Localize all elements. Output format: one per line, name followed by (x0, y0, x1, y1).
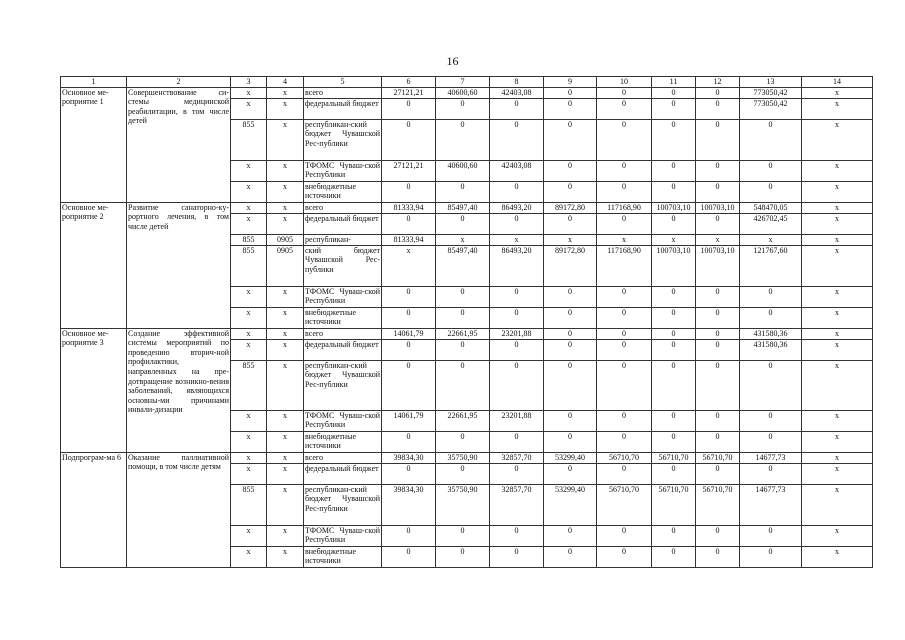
grbs-code-cell: x (231, 431, 267, 452)
value-cell: 0 (436, 119, 490, 160)
header-cell-7: 7 (436, 77, 490, 88)
value-cell: x (740, 234, 802, 245)
funding-source-cell: ский бюджет Чувашской Рес-публики (304, 245, 382, 286)
value-cell: 14677,73 (740, 452, 802, 463)
value-cell: 0 (652, 119, 696, 160)
value-cell: 0 (490, 213, 544, 234)
value-cell: 0 (490, 286, 544, 307)
table-row (61, 202, 873, 213)
value-cell: 0 (544, 307, 597, 328)
value-cell: 0 (740, 360, 802, 410)
value-cell: 0 (544, 463, 597, 484)
header-cell-13: 13 (740, 77, 802, 88)
header-cell-10: 10 (597, 77, 652, 88)
grbs-code-cell: x (231, 181, 267, 202)
section-code-cell: x (267, 286, 304, 307)
value-cell: 0 (652, 160, 696, 181)
value-cell: 0 (740, 546, 802, 567)
value-cell: 0 (696, 160, 740, 181)
value-cell: 0 (696, 410, 740, 431)
funding-source-cell: федеральный бюджет (304, 339, 382, 360)
section-code-cell: x (267, 119, 304, 160)
value-cell: 86493,20 (490, 202, 544, 213)
value-cell: 85497,40 (436, 202, 490, 213)
header-cell-12: 12 (696, 77, 740, 88)
value-cell: 14061,79 (382, 328, 436, 339)
value-cell: 0 (544, 431, 597, 452)
grbs-code-cell: x (231, 213, 267, 234)
value-cell: 0 (740, 160, 802, 181)
value-cell: 0 (652, 546, 696, 567)
value-cell: 0 (382, 463, 436, 484)
value-cell: 0 (652, 87, 696, 98)
value-cell: 0 (436, 98, 490, 119)
value-cell: x (802, 431, 873, 452)
grbs-code-cell: x (231, 328, 267, 339)
value-cell: 0 (696, 286, 740, 307)
value-cell: 56710,70 (652, 484, 696, 525)
value-cell: 0 (436, 546, 490, 567)
value-cell: 35750,90 (436, 484, 490, 525)
value-cell: 0 (544, 181, 597, 202)
value-cell: 0 (597, 463, 652, 484)
value-cell: 0 (597, 431, 652, 452)
grbs-code-cell: x (231, 307, 267, 328)
funding-source-cell: внебюджетные источники (304, 431, 382, 452)
value-cell: 0 (652, 339, 696, 360)
value-cell: 100703,10 (652, 202, 696, 213)
section-code-cell: 0905 (267, 234, 304, 245)
value-cell: x (802, 87, 873, 98)
program-description-cell: Оказание паллиативной помощи, в том числе детям (127, 452, 231, 567)
section-code-cell: x (267, 339, 304, 360)
grbs-code-cell: x (231, 87, 267, 98)
value-cell: 0 (544, 98, 597, 119)
section-code-cell: x (267, 452, 304, 463)
value-cell: 0 (544, 410, 597, 431)
value-cell: 0 (696, 119, 740, 160)
value-cell: 121767,60 (740, 245, 802, 286)
funding-source-cell: федеральный бюджет (304, 213, 382, 234)
funding-source-cell: внебюджетные источники (304, 546, 382, 567)
value-cell: 42403,08 (490, 160, 544, 181)
funding-source-cell: ТФОМС Чуваш-ской Республики (305, 286, 380, 306)
section-code-cell: x (267, 328, 304, 339)
value-cell: 0 (597, 546, 652, 567)
value-cell: 0 (544, 546, 597, 567)
value-cell: x (802, 286, 873, 307)
grbs-code-cell: 855 (231, 484, 267, 525)
value-cell: 0 (436, 431, 490, 452)
value-cell: 0 (696, 181, 740, 202)
header-cell-4: 4 (267, 77, 304, 88)
funding-source-cell: внебюджетные источники (304, 307, 382, 328)
funding-source-cell: федеральный бюджет (304, 463, 382, 484)
funding-source-cell: ТФОМС Чуваш-ской Республики (305, 410, 380, 430)
value-cell: 0 (544, 339, 597, 360)
value-cell: 40600,60 (436, 160, 490, 181)
value-cell: 0 (652, 463, 696, 484)
value-cell: 0 (652, 213, 696, 234)
value-cell: 0 (544, 286, 597, 307)
value-cell: 89172,80 (544, 202, 597, 213)
value-cell: x (802, 360, 873, 410)
value-cell: x (802, 181, 873, 202)
value-cell: 0 (490, 181, 544, 202)
grbs-code-cell: 855 (231, 119, 267, 160)
value-cell: 0 (740, 286, 802, 307)
value-cell: 35750,90 (436, 452, 490, 463)
value-cell: 0 (490, 360, 544, 410)
value-cell: 0 (382, 213, 436, 234)
table-row (61, 452, 873, 463)
value-cell: 0 (382, 525, 436, 546)
value-cell: 40600,60 (436, 87, 490, 98)
grbs-code-cell: x (231, 525, 267, 546)
program-name-cell: Основное ме-роприятие 2 (61, 202, 127, 328)
value-cell: 0 (544, 328, 597, 339)
value-cell: x (802, 452, 873, 463)
value-cell: 39834,30 (382, 484, 436, 525)
value-cell: 86493,20 (490, 245, 544, 286)
value-cell: 0 (436, 339, 490, 360)
value-cell: 0 (436, 463, 490, 484)
section-code-cell: x (267, 98, 304, 119)
section-code-cell: x (267, 463, 304, 484)
value-cell: 0 (382, 360, 436, 410)
value-cell: 22661,95 (436, 328, 490, 339)
value-cell: 0 (544, 360, 597, 410)
program-description-cell: Развитие санаторно-ку-рортного лечения, в том числе детей (127, 202, 231, 328)
value-cell: 0 (652, 431, 696, 452)
value-cell: 0 (652, 307, 696, 328)
funding-source-cell: федеральный бюджет (304, 98, 382, 119)
value-cell: 100703,10 (696, 202, 740, 213)
value-cell: 56710,70 (597, 452, 652, 463)
value-cell: 0 (597, 181, 652, 202)
value-cell: 0 (597, 87, 652, 98)
grbs-code-cell: x (231, 286, 267, 307)
value-cell: 0 (652, 98, 696, 119)
value-cell: 39834,30 (382, 452, 436, 463)
budget-body (61, 77, 873, 568)
value-cell: 0 (382, 119, 436, 160)
value-cell: x (802, 328, 873, 339)
value-cell: 0 (490, 546, 544, 567)
value-cell: 0 (382, 286, 436, 307)
section-code-cell: x (267, 307, 304, 328)
value-cell: 0 (652, 410, 696, 431)
value-cell: 0 (652, 286, 696, 307)
funding-source-cell: всего (304, 452, 382, 463)
grbs-code-cell: x (231, 452, 267, 463)
value-cell: 100703,10 (652, 245, 696, 286)
value-cell: 0 (740, 525, 802, 546)
value-cell: 0 (490, 98, 544, 119)
value-cell: 431580,36 (740, 339, 802, 360)
value-cell: 0 (740, 410, 802, 431)
value-cell: 0 (597, 360, 652, 410)
section-code-cell: x (267, 87, 304, 98)
value-cell: x (802, 339, 873, 360)
value-cell: x (802, 98, 873, 119)
value-cell: 0 (382, 339, 436, 360)
value-cell: x (597, 234, 652, 245)
grbs-code-cell: 855 (231, 234, 267, 245)
header-cell-2: 2 (127, 77, 231, 88)
funding-source-cell: республикан-ский бюджет Чувашской Рес-публики (304, 484, 382, 525)
value-cell: 0 (740, 119, 802, 160)
value-cell: 0 (382, 431, 436, 452)
header-cell-9: 9 (544, 77, 597, 88)
value-cell: 773050,42 (740, 87, 802, 98)
value-cell: 0 (740, 307, 802, 328)
value-cell: x (802, 463, 873, 484)
section-code-cell: x (267, 360, 304, 410)
value-cell: 56710,70 (696, 452, 740, 463)
value-cell: 0 (436, 307, 490, 328)
value-cell: 14061,79 (382, 410, 436, 431)
program-name-cell: Подпрограм-ма 6 (61, 452, 127, 567)
budget-table (60, 76, 873, 568)
value-cell: 0 (696, 431, 740, 452)
grbs-code-cell: 855 (231, 245, 267, 286)
value-cell: 23201,88 (490, 410, 544, 431)
value-cell: 56710,70 (652, 452, 696, 463)
grbs-code-cell: x (231, 546, 267, 567)
value-cell: 0 (382, 98, 436, 119)
value-cell: 0 (544, 119, 597, 160)
value-cell: 117168,90 (597, 245, 652, 286)
page-number: 16 (446, 54, 459, 68)
value-cell: 0 (597, 328, 652, 339)
value-cell: 0 (436, 525, 490, 546)
value-cell: 0 (597, 307, 652, 328)
header-cell-6: 6 (382, 77, 436, 88)
funding-source-cell: ТФОМС Чуваш-ской Республики (305, 160, 380, 180)
value-cell: 0 (597, 525, 652, 546)
value-cell: x (696, 234, 740, 245)
value-cell: x (802, 525, 873, 546)
value-cell: 0 (652, 328, 696, 339)
value-cell: x (802, 245, 873, 286)
value-cell: 0 (740, 181, 802, 202)
value-cell: 56710,70 (696, 484, 740, 525)
value-cell: 0 (696, 360, 740, 410)
value-cell: 27121,21 (382, 160, 436, 181)
grbs-code-cell: 855 (231, 360, 267, 410)
value-cell: x (802, 546, 873, 567)
value-cell: 0 (382, 307, 436, 328)
section-code-cell: x (267, 160, 304, 181)
section-code-cell: 0905 (267, 245, 304, 286)
value-cell: 0 (597, 98, 652, 119)
value-cell: 0 (544, 87, 597, 98)
value-cell: x (802, 410, 873, 431)
value-cell: 0 (740, 463, 802, 484)
value-cell: 23201,88 (490, 328, 544, 339)
value-cell: 0 (436, 286, 490, 307)
funding-source-cell: республикан- (304, 234, 382, 245)
grbs-code-cell: x (231, 410, 267, 431)
value-cell: 0 (696, 546, 740, 567)
value-cell: 0 (696, 87, 740, 98)
value-cell: 773050,42 (740, 98, 802, 119)
table-row (61, 328, 873, 339)
value-cell: 548470,05 (740, 202, 802, 213)
value-cell: x (802, 213, 873, 234)
header-cell-14: 14 (802, 77, 873, 88)
section-code-cell: x (267, 181, 304, 202)
value-cell: x (652, 234, 696, 245)
value-cell: 0 (490, 431, 544, 452)
funding-source-cell: республикан-ский бюджет Чувашской Рес-публики (304, 119, 382, 160)
grbs-code-cell: x (231, 98, 267, 119)
header-row (61, 77, 873, 88)
value-cell: 0 (382, 546, 436, 567)
value-cell: 0 (597, 339, 652, 360)
value-cell: x (802, 234, 873, 245)
value-cell: 0 (597, 213, 652, 234)
value-cell: 14677,73 (740, 484, 802, 525)
value-cell: 0 (597, 286, 652, 307)
header-cell-1: 1 (61, 77, 127, 88)
value-cell: 0 (597, 160, 652, 181)
program-description-cell: Совершенствование си-стемы медицинской реабилитации, в том числе детей (127, 87, 231, 202)
grbs-code-cell: x (231, 202, 267, 213)
value-cell: 0 (436, 360, 490, 410)
value-cell: 0 (696, 525, 740, 546)
value-cell: 0 (597, 119, 652, 160)
table-row (61, 87, 873, 98)
funding-source-cell: всего (304, 328, 382, 339)
value-cell: x (544, 234, 597, 245)
value-cell: 0 (490, 307, 544, 328)
funding-source-cell: всего (304, 87, 382, 98)
value-cell: x (802, 202, 873, 213)
value-cell: 81333,94 (382, 234, 436, 245)
value-cell: 27121,21 (382, 87, 436, 98)
section-code-cell: x (267, 525, 304, 546)
value-cell: x (436, 234, 490, 245)
value-cell: 89172,80 (544, 245, 597, 286)
value-cell: 81333,94 (382, 202, 436, 213)
value-cell: 56710,70 (597, 484, 652, 525)
program-name-cell: Основное ме-роприятие 1 (61, 87, 127, 202)
value-cell: 32857,70 (490, 452, 544, 463)
value-cell: x (802, 160, 873, 181)
value-cell: 53299,40 (544, 452, 597, 463)
value-cell: 0 (436, 213, 490, 234)
value-cell: 0 (696, 98, 740, 119)
value-cell: 0 (696, 213, 740, 234)
value-cell: x (802, 119, 873, 160)
header-cell-3: 3 (231, 77, 267, 88)
value-cell: 42403,08 (490, 87, 544, 98)
value-cell: 0 (490, 339, 544, 360)
value-cell: 0 (544, 525, 597, 546)
value-cell: 0 (382, 181, 436, 202)
value-cell: 0 (597, 410, 652, 431)
value-cell: 426702,45 (740, 213, 802, 234)
value-cell: 431580,36 (740, 328, 802, 339)
value-cell: x (802, 484, 873, 525)
value-cell: 0 (696, 339, 740, 360)
section-code-cell: x (267, 546, 304, 567)
value-cell: 0 (696, 328, 740, 339)
value-cell: 0 (652, 525, 696, 546)
section-code-cell: x (267, 431, 304, 452)
value-cell: 53299,40 (544, 484, 597, 525)
funding-source-cell: внебюджетные источники (304, 181, 382, 202)
grbs-code-cell: x (231, 463, 267, 484)
value-cell: 0 (696, 463, 740, 484)
value-cell: 117168,90 (597, 202, 652, 213)
value-cell: x (490, 234, 544, 245)
grbs-code-cell: x (231, 339, 267, 360)
section-code-cell: x (267, 202, 304, 213)
funding-source-cell: республикан-ский бюджет Чувашской Рес-публики (304, 360, 382, 410)
value-cell: 0 (490, 119, 544, 160)
header-cell-8: 8 (490, 77, 544, 88)
header-cell-5: 5 (304, 77, 382, 88)
value-cell: 0 (652, 360, 696, 410)
value-cell: 0 (490, 525, 544, 546)
value-cell: x (802, 307, 873, 328)
value-cell: 0 (652, 181, 696, 202)
value-cell: 0 (490, 463, 544, 484)
header-cell-11: 11 (652, 77, 696, 88)
value-cell: x (382, 245, 436, 286)
value-cell: 85497,40 (436, 245, 490, 286)
section-code-cell: x (267, 213, 304, 234)
value-cell: 100703,10 (696, 245, 740, 286)
value-cell: 0 (544, 213, 597, 234)
funding-source-cell: всего (304, 202, 382, 213)
program-description-cell: Создание эффективной системы мероприятий по проведению вторич-ной профилактики, направленных на пре-дотвращение возникно-вения заболеваний, являющихся основны-ми причинами инвали-дизации (127, 328, 231, 452)
funding-source-cell: ТФОМС Чуваш-ской Республики (305, 525, 380, 545)
value-cell: 22661,95 (436, 410, 490, 431)
section-code-cell: x (267, 484, 304, 525)
value-cell: 0 (740, 431, 802, 452)
grbs-code-cell: x (231, 160, 267, 181)
program-name-cell: Основное ме-роприятие 3 (61, 328, 127, 452)
value-cell: 0 (696, 307, 740, 328)
value-cell: 32857,70 (490, 484, 544, 525)
section-code-cell: x (267, 410, 304, 431)
value-cell: 0 (544, 160, 597, 181)
value-cell: 0 (436, 181, 490, 202)
